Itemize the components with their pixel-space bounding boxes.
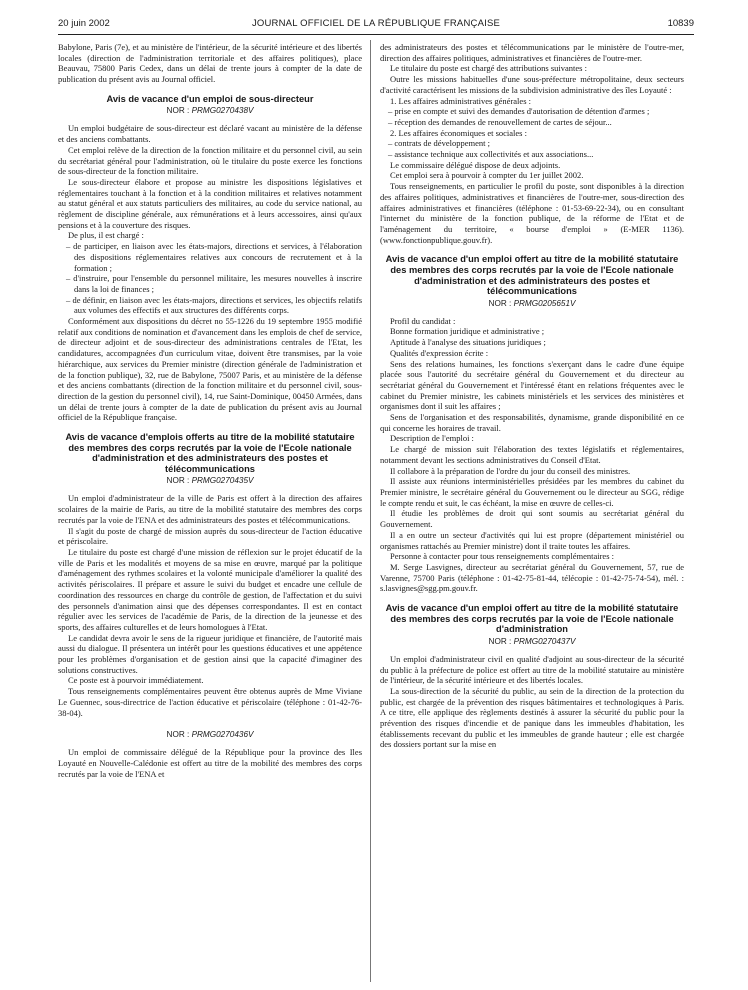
nor-reference (58, 106, 362, 116)
paragraph: Le sous-directeur élabore et propose au ministre les dispositions législatives et réglementaires touchant à la fonction et à la condition militaires et relatives notamment au statut général et aux statuts particuliers des militaires, au code du service national, au règlement de discipline générale, aux rémunérations et à leurs accessoires, ainsi qu'aux pensions et à la couverture des risques. (58, 176, 362, 230)
paragraph: Qualités d'expression écrite : (390, 347, 489, 358)
nor-code: PRMG0270438V (191, 106, 254, 116)
paragraph: M. Serge Lasvignes, directeur au secrétariat général du Gouvernement, 57, rue de Varenne, 75700 Paris (téléphone : 01-42-75-81-44, télécopie : 01-42-75-74-54), mél. : s.lasvignes@sgg.pm.gouv.fr. (380, 561, 684, 594)
paragraph: Sens des relations humaines, les fonctions s'exerçant dans le cadre d'une équipe placée sous l'autorité du secrétaire général du Gouvernement et du directeur au secrétariat général du Gouvernement et l'intéressé étant en relations fréquentes avec le cabinet du Premier ministre, les cabinets ministériels et les services des ministères et organismes dont il suit les affaires ; (380, 358, 684, 412)
paragraph: Il collabore à la préparation de l'ordre du jour du conseil des ministres. (390, 465, 631, 476)
paragraph: Profil du candidat : (390, 315, 456, 326)
paragraph: Le chargé de mission suit l'élaboration des textes législatifs et réglementaires, notamment devant les sections administratives du Conseil d'Etat. (380, 444, 684, 465)
paragraph: Le commissaire délégué dispose de deux adjoints. (390, 159, 561, 170)
notice-title: Avis de vacance d'un emploi offert au titre de la mobilité statutaire des membres des corps recrutés par la voie de l'Ecole nationale d'administration et des administrateurs des postes et télécommunications (385, 254, 679, 297)
paragraph: Tous renseignements complémentaires peuvent être obtenus auprès de Mme Viviane Le Guennec, sous-directrice de l'action éducative et périscolaire (téléphone : 01-42-76-38-04). (58, 686, 362, 718)
page-header (58, 18, 694, 32)
nor-label: NOR : (166, 730, 190, 740)
page-number: 10839 (667, 18, 694, 29)
paragraph: Un emploi d'administrateur de la ville de Paris est offert à la direction des affaires scolaires de la mairie de Paris, au titre de la mobilité statutaire des membres des corps recrutés par la voie de l'ENA et des administrateurs des postes et télécommunications. (58, 493, 362, 525)
paragraph: Le candidat devra avoir le sens de la rigueur juridique et financière, de l'autorité mais aussi du dialogue. Il présentera un intérêt pour les questions éducatives et une appétence pour les problèmes d'organisation et de gestion ainsi que la capacité d'imaginer des solutions constructives. (58, 632, 362, 675)
paragraph: Conformément aux dispositions du décret no 55-1226 du 19 septembre 1955 modifié relatif aux conditions de nomination et d'avancement dans les emplois de chef de service, de directeur adjoint et de sous-directeur des administrations centrales de l'Etat, les candidatures, accompagnées d'un curriculum vitae, doivent être transmises, par la voie hiérarchique, aux services du Premier ministre (direction générale de l'administration et de la fonction publique), 32, rue de Babylone, 75007 Paris, et au ministère de la défense et des anciens combattants (direction de la fonction militaire et du personnel civil, sous-direction de la gestion du personnel civil), 14, rue Saint-Dominique, 00450 Armées, dans un délai de trente jours à compter de la date de publication du présent avis au Journal officiel de la République française. (58, 316, 362, 423)
right-column (380, 42, 684, 750)
paragraph: Ce poste est à pourvoir immédiatement. (68, 675, 204, 686)
header-date: 20 juin 2002 (58, 18, 110, 29)
notice-title: Avis de vacance d'emplois offerts au titre de la mobilité statutaire des membres des corps recrutés par la voie de l'Ecole nationale d'administration et des administrateurs des postes et télécommunications (65, 432, 355, 474)
paragraph: Personne à contacter pour tous renseignements complémentaires : (390, 551, 614, 562)
nor-reference (58, 730, 362, 740)
paragraph: De plus, il est chargé : (68, 230, 144, 241)
nor-reference (58, 476, 362, 486)
journal-title: JOURNAL OFFICIEL DE LA RÉPUBLIQUE FRANÇAISE (251, 18, 501, 29)
dash-item: – d'instruire, pour l'ensemble du personnel militaire, les mesures nouvelles à inscrire dans la loi de finances ; (66, 273, 362, 294)
paragraph: Un emploi de commissaire délégué de la République pour la province des Iles Loyauté en Nouvelle-Calédonie est offert au titre de la mobilité des membres des corps recrutés par la voie de l'ENA et (58, 747, 362, 779)
notice-title: Avis de vacance d'un emploi offert au titre de la mobilité statutaire des membres des corps recrutés par la voie de l'Ecole nationale d'administration (385, 603, 679, 635)
carryover-paragraph: Babylone, Paris (7e), et au ministère de l'intérieur, de la sécurité intérieure et des libertés locales (direction de l'administration territoriale et des affaires politiques), place Beauvau, 75800 Paris Cedex, dans un délai de trente jours à compter de la date de publication du présent avis au Journal officiel. (58, 42, 362, 85)
nor-code: PRMG0270436V (191, 730, 254, 740)
dash-item: – de participer, en liaison avec les états-majors, directions et services, à l'élaboration des dispositions réglementaires relatives aux concours de recrutement et à la formation ; (66, 241, 362, 273)
nor-label: NOR : (488, 298, 512, 308)
paragraph: Le titulaire du poste est chargé d'une mission de réflexion sur le projet éducatif de la ville de Paris et les modalités et moyens de sa mise en œuvre, marqué par la politique d'aménagement des rythmes scolaires et la volonté municipale d'améliorer la qualité des activités périscolaires. Il prépare et assure le suivi du budget et encadre une cellule de coordination des ressources en charge du contrôle de gestion, de l'affectation et du suivi des personnels d'animation ainsi que des dépenses correspondantes. Il est en contact régulier avec les services de l'académie de Paris, de la direction de la jeunesse et des sports, des affaires culturelles et de leurs homologues à l'Etat. (58, 546, 362, 632)
paragraph: Outre les missions habituelles d'une sous-préfecture métropolitaine, deux secteurs d'activité caractérisent les missions de la subdivision administrative des îles Loyauté : (380, 74, 684, 95)
paragraph: Sens de l'organisation et des responsabilités, dynamisme, grande disponibilité en ce qui concerne les horaires de travail. (380, 412, 684, 433)
dash-item: – réception des demandes de renouvellement de cartes de séjour... (388, 116, 612, 127)
numbered-item: 1. Les affaires administratives générales : (390, 95, 531, 106)
nor-code: PRMG0205651V (513, 298, 576, 308)
nor-code: PRMG0270435V (191, 476, 254, 486)
paragraph: Le titulaire du poste est chargé des attributions suivantes : (390, 63, 587, 74)
paragraph: Un emploi d'administrateur civil en qualité d'adjoint au sous-directeur de la sécurité du public à la préfecture de police est offert au titre de la mobilité statutaire au ministère de l'intérieur, de la sécurité intérieure et des libertés locales. (380, 653, 684, 686)
paragraph: Il s'agit du poste de chargé de mission auprès du sous-directeur de l'action éducative et périscolaire. (58, 525, 362, 547)
nor-label: NOR : (166, 106, 190, 116)
paragraph: La sous-direction de la sécurité du public, au sein de la direction de la protection du public, est chargée de la prévention des risques bâtimentaires et technologiques à Paris. A ce titre, elle applique des règlements destinés à assurer la sécurité du public pour la prévention des risques d'incendie et de panique dans les immeubles d'habitation, les établissements recevant du public et les immeubles de grande hauteur ; elle est chargée des dossiers portant sur la mise en (380, 685, 684, 750)
header-rule (58, 34, 694, 35)
left-column (58, 42, 362, 779)
nor-reference (380, 299, 684, 309)
paragraph: Il étudie les problèmes de droit qui sont soumis au secrétariat général du Gouvernement. (380, 508, 684, 530)
dash-item: – assistance technique aux collectivités et aux associations... (388, 149, 594, 160)
paragraph: Bonne formation juridique et administrative ; (390, 326, 545, 337)
paragraph: Aptitude à l'analyse des situations juridiques ; (390, 337, 546, 348)
paragraph: Un emploi budgétaire de sous-directeur est déclaré vacant au ministère de la défense et des anciens combattants. (58, 123, 362, 145)
dash-item: – contrats de développement ; (388, 138, 490, 149)
column-divider (370, 40, 371, 982)
paragraph: Il assiste aux réunions interministérielles présidées par les membres du cabinet du Premier ministre, le secrétaire général du Gouvernement ou le directeur au SGG, rédige le compte rendu et suit, le cas échéant, la mise en œuvre de celles-ci. (380, 476, 684, 508)
paragraph: Cet emploi relève de la direction de la fonction militaire et du personnel civil, au sein du secrétariat général pour l'administration, où le titulaire du poste exerce les fonctions de sous-directeur de la fonction militaire. (58, 144, 362, 177)
paragraph: Description de l'emploi : (390, 433, 474, 444)
carryover-paragraph: des administrateurs des postes et télécommunications par le ministère de l'outre-mer, direction des affaires politiques, administratives et financières de l'outre-mer. (380, 42, 684, 63)
paragraph: Tous renseignements, en particulier le profil du poste, sont disponibles à la direction des affaires politiques, administratives et financières de l'outre-mer, sous-direction des affaires administratives et financières (téléphone : 01-53-69-22-34), ou en consultant l'internet du ministère de la fonction publique, de la réforme de l'Etat et de l'aménagement du territoire, « bourse d'emploi » (E-MER 1136). (www.fonctionpublique.gouv.fr). (380, 181, 684, 245)
nor-label: NOR : (488, 636, 512, 646)
dash-item: – prise en compte et suivi des demandes d'autorisation de détention d'armes ; (388, 106, 650, 117)
paragraph: Il a en outre un secteur d'activités qui lui est propre (département ministériel ou organismes rattachés au Premier ministre) dont il traite toutes les affaires. (380, 529, 684, 551)
dash-item: – de définir, en liaison avec les états-majors, directions et services, les objectifs relatifs aux volumes des effectifs et aux structures des différents corps. (66, 294, 362, 316)
nor-label: NOR : (166, 476, 190, 486)
paragraph: Cet emploi sera à pourvoir à compter du 1er juillet 2002. (390, 170, 584, 181)
nor-reference (380, 637, 684, 647)
notice-title: Avis de vacance d'un emploi de sous-directeur (106, 93, 314, 104)
numbered-item: 2. Les affaires économiques et sociales : (390, 127, 527, 138)
nor-code: PRMG0270437V (513, 636, 576, 646)
